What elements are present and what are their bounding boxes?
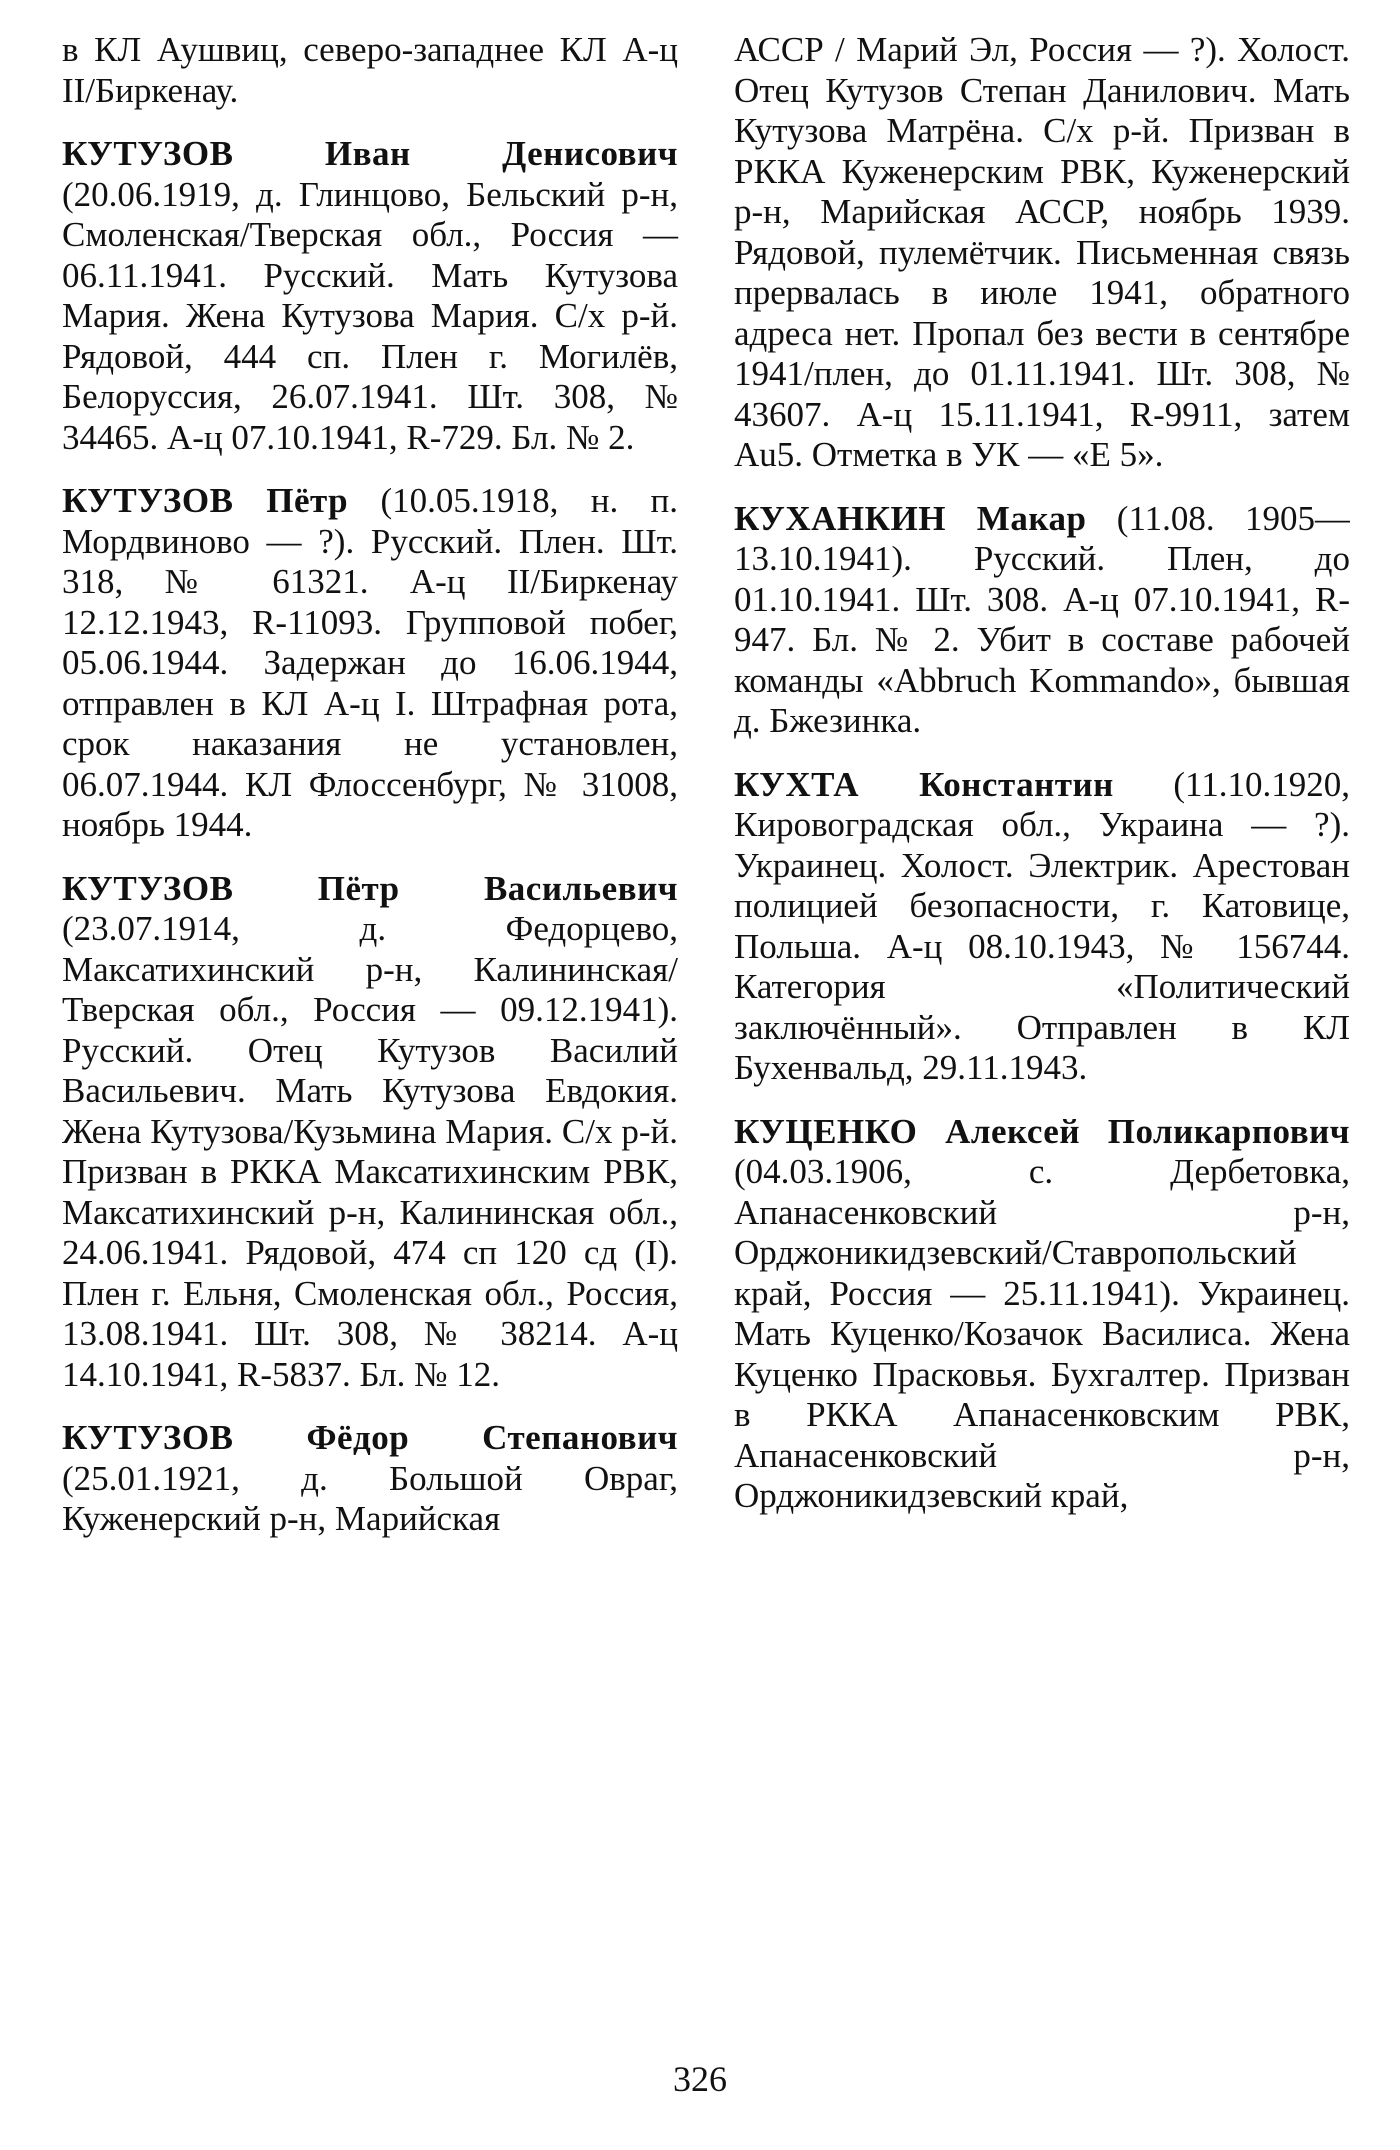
left-column <box>62 30 678 2010</box>
text-columns <box>62 30 1350 2010</box>
entry-text: (04.03.1906, с. Дербетовка, Апанасенковский р-н, Орджоникидзевский/Ставропольский край, Россия — 25.11.1941). Украинец. Мать Куценко/Козачок Василиса. Жена Куценко Прасковья. Бухгалтер. Призван в РККА Апанасенковским РВК, Апанасенковский р-н, Орджоникидзевский край, <box>734 1152 1350 1515</box>
entry-name: КУЦЕНКО Алексей Поликарпович <box>734 1111 1350 1151</box>
entry-name: КУТУЗОВ Фёдор Степанович <box>62 1418 678 1457</box>
entry-name: КУТУЗОВ Иван Денисович <box>62 134 678 173</box>
right-column <box>734 30 1350 2010</box>
entry-text: АССР / Марий Эл, Россия — ?). Холост. Отец Кутузов Степан Данилович. Мать Кутузова Матрёна. С/х р-й. Призван в РККА Куженерским РВК, Куженерский р-н, Марийская АССР, ноябрь 1939. Рядовой, пулемётчик. Письменная связь прервалась в июле 1941, обратного адреса нет. Пропал без вести в сентябре 1941/плен, до 01.11.1941. Шт. 308, № 43607. А-ц 15.11.1941, R-9911, затем Au5. Отметка в УК — «Е 5». <box>734 30 1350 474</box>
entry-continuation <box>734 30 1350 476</box>
entry-kukhankin-makar <box>734 499 1350 742</box>
entry-name: КУХАНКИН Макар <box>734 498 1087 538</box>
entry-kutuzov-ivan <box>62 134 678 458</box>
entry-text: в КЛ Аушвиц, северо-западнее КЛ А-ц II/Биркенау. <box>62 30 678 110</box>
entry-text: (25.01.1921, д. Большой Овраг, Куженерский р-н, Марийская <box>62 1458 678 1538</box>
entry-kutuzov-petr-vasilievich <box>62 869 678 1396</box>
entry-kukhta-konstantin <box>734 765 1350 1089</box>
entry-text: (20.06.1919, д. Глинцово, Бельский р-н, Смоленская/Тверская обл., Россия — 06.11.1941. Русский. Мать Кутузова Мария. Жена Кутузова Мария. С/х р-й. Рядовой, 444 сп. Плен г. Могилёв, Белоруссия, 26.07.1941. Шт. 308, № 34465. А-ц 07.10.1941, R-729. Бл. № 2. <box>62 174 678 457</box>
entry-kutuzov-fedor <box>62 1418 678 1540</box>
entry-continuation <box>62 30 678 111</box>
entry-kutuzov-petr <box>62 481 678 846</box>
entry-text: (11.08. 1905—13.10.1941). Русский. Плен, до 01.10.1941. Шт. 308. А-ц 07.10.1941, R-947. Бл. № 2. Убит в составе рабочей команды «Abbruch Kommando», бывшая д. Бжезинка. <box>734 498 1350 740</box>
entry-text: (10.05.1918, н. п. Мордвиново — ?). Русский. Плен. Шт. 318, № 61321. А-ц II/Биркенау 12.12.1943, R-11093. Групповой побег, 05.06.1944. Задержан до 16.06.1944, отправлен в КЛ А-ц I. Штрафная рота, срок наказания не установлен, 06.07.1944. КЛ Флоссенбург, № 31008, ноябрь 1944. <box>62 481 678 844</box>
page-number: 326 <box>673 2059 727 2099</box>
entry-name: КУТУЗОВ Пётр <box>62 481 349 520</box>
entry-name: КУТУЗОВ Пётр Васильевич <box>62 868 678 908</box>
entry-name: КУХТА Константин <box>734 764 1114 804</box>
entry-kutsenko-aleksei <box>734 1112 1350 1517</box>
entry-text: (11.10.1920, Кировоградская обл., Украина — ?). Украинец. Холост. Электрик. Арестован полицией безопасности, г. Катовице, Польша. А-ц 08.10.1943, № 156744. Категория «Политический заключённый». Отправлен в КЛ Бухенвальд, 29.11.1943. <box>734 764 1350 1087</box>
entry-text: (23.07.1914, д. Федорцево, Максатихинский р-н, Калининская/Тверская обл., Россия — 09.12.1941). Русский. Отец Кутузов Василий Васильевич. Мать Кутузова Евдокия. Жена Кутузова/Кузьмина Мария. С/х р-й. Призван в РККА Максатихинским РВК, Максатихинский р-н, Калининская обл., 24.06.1941. Рядовой, 474 сп 120 сд (I). Плен г. Ельня, Смоленская обл., Россия, 13.08.1941. Шт. 308, № 38214. А-ц 14.10.1941, R-5837. Бл. № 12. <box>62 909 678 1394</box>
